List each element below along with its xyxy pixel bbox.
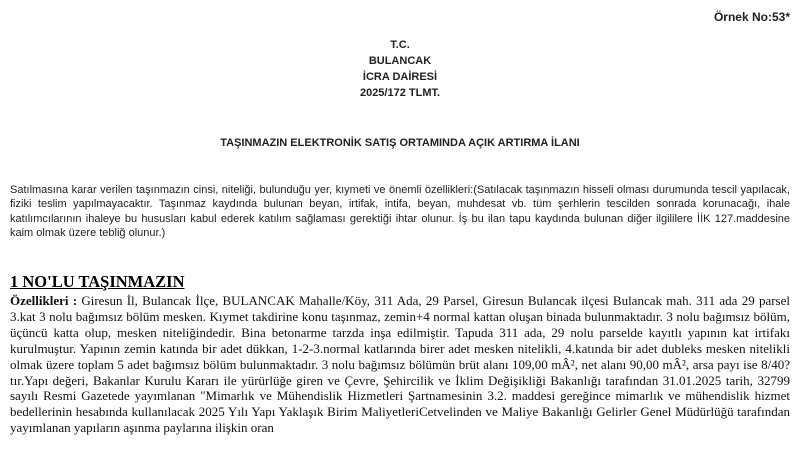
features-label: Özellikleri : [10,293,78,308]
header-country: T.C. [390,39,410,51]
features-paragraph [10,293,790,436]
header-district: BULANCAK [368,55,432,67]
header-office: İCRA DAİRESİ [362,71,438,83]
sample-number: Örnek No:53* [713,10,790,24]
document-title: TAŞINMAZIN ELEKTRONİK SATIŞ ORTAMINDA AÇIK ARTIRMA İLANI [220,137,580,149]
section-title: 1 NO'LU TAŞINMAZIN [10,272,185,291]
document-header [0,37,800,101]
header-case-number: 2025/172 TLMT. [359,87,441,99]
features-text: Giresun İl, Bulancak İlçe, BULANCAK Mahalle/Köy, 311 Ada, 29 Parsel, Giresun Bulancak ilçesi Bulancak mah. 311 ada 29 parsel 3.kat 3 nolu bağımsız bölüm mesken. Kıymet takdirine konu taşınmaz, zemin+4 normal kattan oluşan binada bulunmaktadır. 3 nolu bağımsız bölüm, üçüncü katta olup, mesken niteliğindedir. Bina betonarme tarzda inşa edilmiştir. Tapuda 311 ada, 29 nolu parselde kayıtlı yapının kat irtifakı kurulmuştur. Yapının zemin katında bir adet dükkan, 1-2-3.normal katlarında birer adet mesken nitelikli, 4.katında bir adet dubleks mesken nitelikli olmak üzere toplam 5 adet bağımsız bölüm bulunmaktadır. 3 nolu bağımsız bölümün brüt alanı 109,00 mÂ², net alanı 90,00 mÂ², arsa payı ise 8/40?tır.Yapı değeri, Bakanlar Kurulu Kararı ile yürürlüğe giren ve Çevre, Şehircilik ve İklim Değişikliği Bakanlığı tarafından 31.01.2025 tarih, 32799 sayılı Resmi Gazetede yayımlanan "Mimarlık ve Mühendislik Hizmetleri Şartnamesinin 3.2. maddesi gereğince mimarlık ve mühendislik hizmet bedellerinin hesabında kullanılacak 2025 Yılı Yapı Yaklaşık Birim MaliyetleriCetvelinden ve Maliye Bakanlığı Gelirler Genel Müdürlüğü tarafından yayımlanan yapıların aşınma paylarına ilişkin oran [10,293,790,436]
intro-paragraph: Satılmasına karar verilen taşınmazın cinsi, niteliği, bulunduğu yer, kıymeti ve önemli özellikleri:(Satılacak taşınmazın hisseli olması durumunda tescil yapılacak, fiziki teslim yapılmayacaktır. Taşınmaz kaydında bulunan beyan, irtifak, intifa, beyan, muhdesat vb. tüm şerhlerin tescilden sonrada korunacağı, ihale katılımcılarının ihaleye bu hususları kabul ederek katılım sağlaması gerektiği ihtar olunur. İş bu ilan tapu kaydında bulunan diğer ilgililere İİK 127.maddesine kaim olmak üzere tebliğ olunur.) [10,184,790,239]
